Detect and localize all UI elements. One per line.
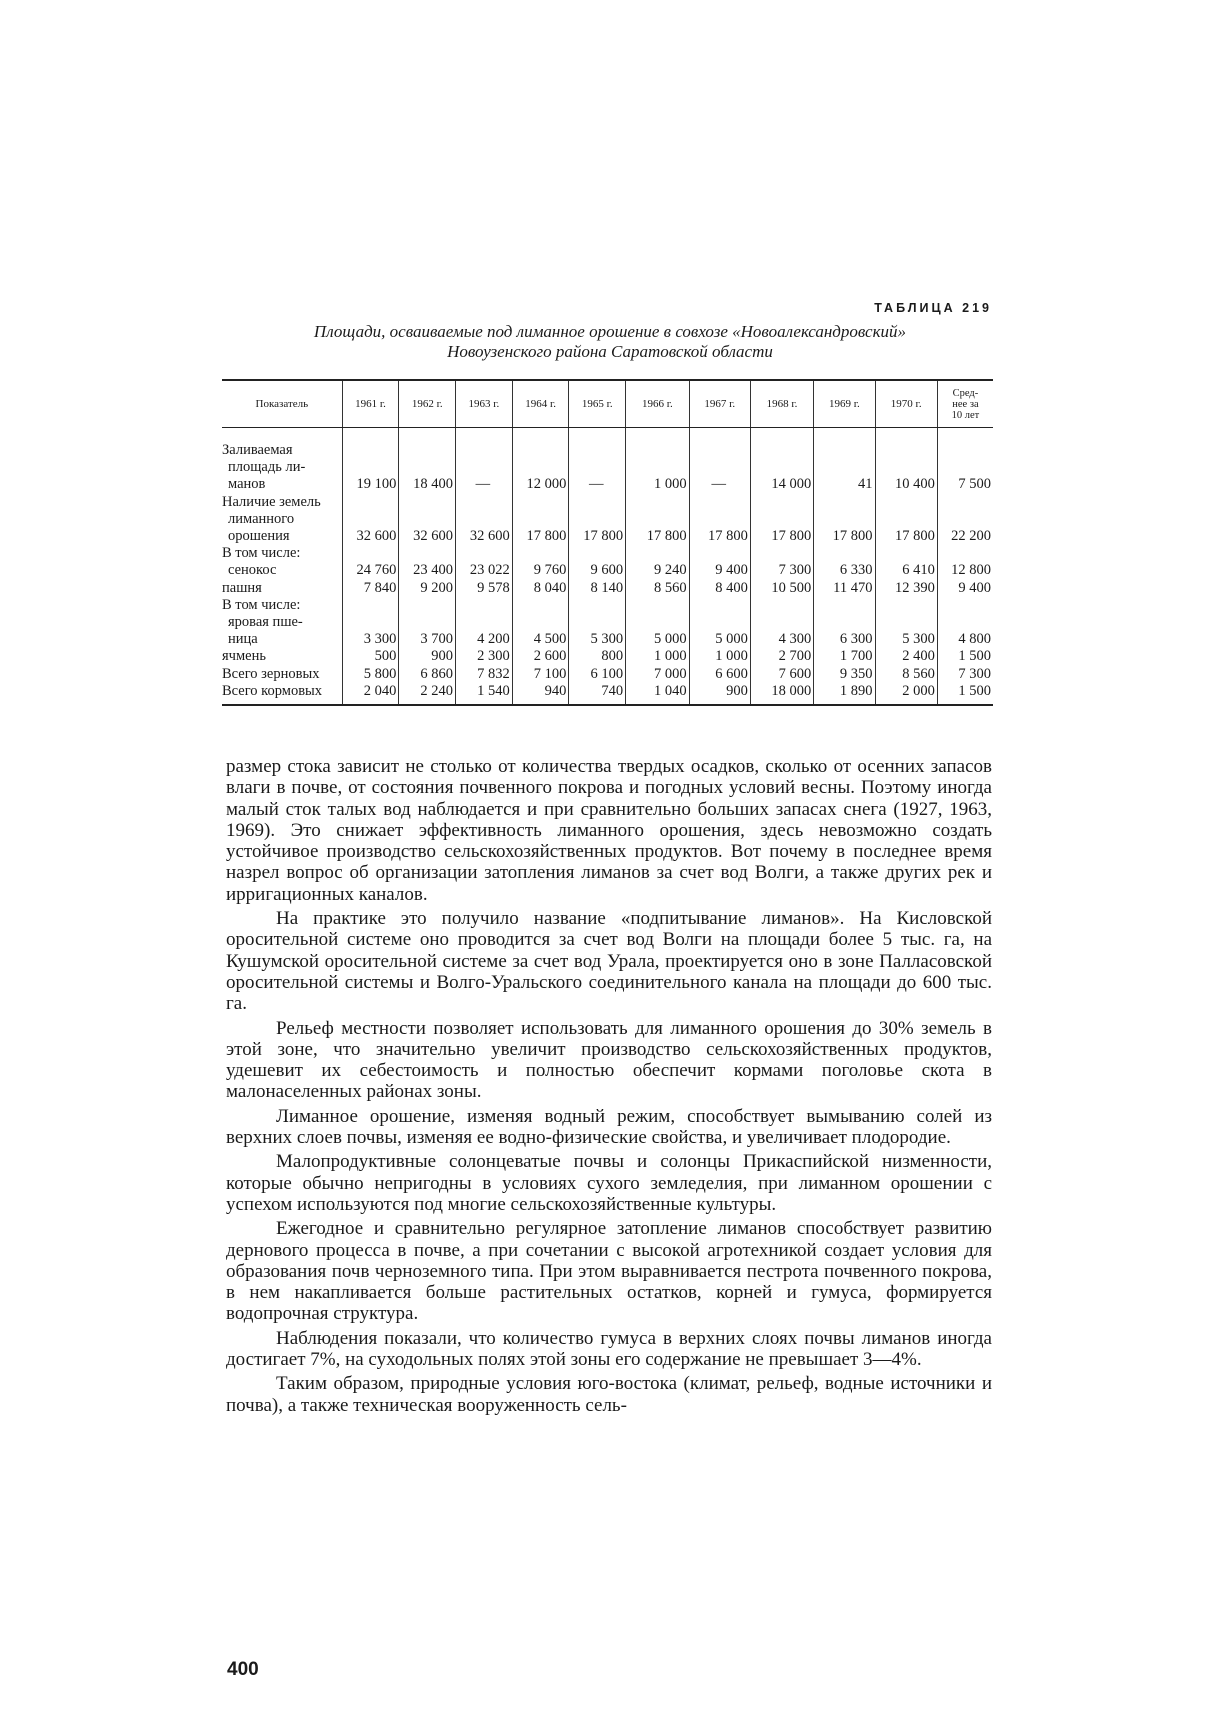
table-cell: 7 840	[342, 580, 399, 597]
row-label	[222, 580, 342, 597]
row-label-line: Всего кормовых	[222, 682, 323, 699]
table-cell: 6 600	[689, 666, 750, 683]
table-cell: 32 600	[399, 494, 456, 546]
page-number: 400	[227, 1659, 259, 1680]
table-cell: 5 000	[626, 597, 689, 649]
table-cell: 7 300	[937, 666, 993, 683]
table-caption-line-2: Новоузенского района Саратовской области	[447, 342, 773, 361]
table-cell-empty	[750, 428, 813, 443]
table-cell: 740	[569, 683, 626, 705]
table-cell: 7 832	[456, 666, 513, 683]
table-cell: 5 300	[569, 597, 626, 649]
table-spacer-row	[222, 428, 993, 443]
table-cell: 6 100	[569, 666, 626, 683]
table-cell: 4 200	[456, 597, 513, 649]
table-cell: 6 410	[875, 545, 937, 579]
table-cell: 2 040	[342, 683, 399, 705]
table-cell: 1 540	[456, 683, 513, 705]
header-average: Сред- нее за 10 лет	[937, 380, 993, 428]
table-cell: 32 600	[456, 494, 513, 546]
table-cell: 9 760	[512, 545, 569, 579]
table-cell: 5 800	[342, 666, 399, 683]
table-row	[222, 648, 993, 665]
table-cell: 940	[512, 683, 569, 705]
table-cell: 1 040	[626, 683, 689, 705]
row-label-line: ячмень	[222, 648, 266, 665]
table-cell-empty	[342, 428, 399, 443]
table-cell: 900	[689, 683, 750, 705]
header-year: 1963 г.	[456, 380, 513, 428]
row-label-line: яровая пше-	[228, 614, 303, 631]
table-cell: 17 800	[569, 494, 626, 546]
row-label-line: манов	[228, 476, 266, 493]
row-label	[222, 597, 342, 649]
table-cell: 500	[342, 648, 399, 665]
irrigation-area-table	[222, 379, 993, 706]
table-cell: 17 800	[750, 494, 813, 546]
table-cell: 17 800	[512, 494, 569, 546]
table-caption	[225, 322, 995, 362]
header-year: 1965 г.	[569, 380, 626, 428]
table-cell: 4 800	[937, 597, 993, 649]
table-cell: 1 000	[626, 648, 689, 665]
table-cell: 9 600	[569, 545, 626, 579]
table-cell: 12 390	[875, 580, 937, 597]
table-cell: 2 300	[456, 648, 513, 665]
row-label-line: Всего зерновых	[222, 665, 320, 682]
row-label-line: Наличие земель	[222, 493, 321, 510]
table-cell-empty	[222, 428, 342, 443]
table-cell: 2 600	[512, 648, 569, 665]
table-cell-empty	[875, 428, 937, 443]
row-label	[222, 683, 342, 705]
row-label-line: сенокос	[228, 562, 277, 579]
header-year: 1968 г.	[750, 380, 813, 428]
table-cell: 1 500	[937, 683, 993, 705]
table-cell: 41	[814, 442, 875, 494]
table-cell: 900	[399, 648, 456, 665]
table-cell: 2 400	[875, 648, 937, 665]
paragraph: размер стока зависит не столько от количества твердых осадков, сколько от осенних запасов влаги в почве, от состояния почвенного покрова и погодных условий весны. Поэтому иногда малый сток талых вод наблюдается и при сравнительно больших запасах снега (1927, 1963, 1969). Это снижает эффективность лиманного орошения, здесь невозможно создать устойчивое производство сельскохозяйственных продуктов. Вот почему в последнее время назрел вопрос об организации затопления лиманов за счет вод Волги, а также других рек и ирригационных каналов.	[226, 756, 992, 905]
table-cell: —	[456, 442, 513, 494]
table-cell: 2 700	[750, 648, 813, 665]
table-cell: 8 560	[626, 580, 689, 597]
table-row	[222, 494, 993, 546]
table-cell: 9 400	[937, 580, 993, 597]
paragraph: На практике это получило название «подпитывание лиманов». На Кисловской оросительной системе оно проводится за счет вод Волги на площади более 5 тыс. га, на Кушумской оросительной системе за счет вод Урала, проектируется оно в зоне Палласовской оросительной системы и Волго-Уральского соединительного канала на площади до 600 тыс. га.	[226, 908, 992, 1015]
header-indicator: Показатель	[222, 380, 342, 428]
table-cell: 7 600	[750, 666, 813, 683]
table-cell: 8 400	[689, 580, 750, 597]
row-label-line: Заливаемая	[222, 442, 293, 458]
table-cell: 17 800	[875, 494, 937, 546]
paragraph: Рельеф местности позволяет использовать для лиманного орошения до 30% земель в этой зоне, что значительно увеличит производство сельскохозяйственных продуктов, удешевит их себестоимость и полностью обеспечит кормами поголовье скота в малонаселенных районах зоны.	[226, 1017, 992, 1103]
table-cell: 22 200	[937, 494, 993, 546]
table-cell: 18 400	[399, 442, 456, 494]
paragraph: Наблюдения показали, что количество гумуса в верхних слоях почвы лиманов иногда достигает 7%, на суходольных полях этой зоны его содержание не превышает 3—4%.	[226, 1327, 992, 1371]
header-year: 1969 г.	[814, 380, 875, 428]
table-row	[222, 597, 993, 649]
row-label-line: В том числе:	[222, 545, 301, 562]
table-cell: 17 800	[626, 494, 689, 546]
table-cell: 4 300	[750, 597, 813, 649]
table-cell: 1 000	[626, 442, 689, 494]
table-cell-empty	[814, 428, 875, 443]
table-cell: 8 140	[569, 580, 626, 597]
table-row	[222, 580, 993, 597]
table-cell: 24 760	[342, 545, 399, 579]
table-cell-empty	[689, 428, 750, 443]
table-cell: 9 240	[626, 545, 689, 579]
row-label-line: орошения	[228, 528, 290, 545]
table-cell: 14 000	[750, 442, 813, 494]
table-cell: 23 400	[399, 545, 456, 579]
table-cell: 10 400	[875, 442, 937, 494]
table-cell: 18 000	[750, 683, 813, 705]
table-row	[222, 666, 993, 683]
table-cell: 1 000	[689, 648, 750, 665]
table-cell: —	[569, 442, 626, 494]
table-cell: 9 350	[814, 666, 875, 683]
table-cell-empty	[569, 428, 626, 443]
table-cell: 17 800	[689, 494, 750, 546]
header-year: 1970 г.	[875, 380, 937, 428]
table-cell: 1 500	[937, 648, 993, 665]
paragraph: Таким образом, природные условия юго-востока (климат, рельеф, водные источники и почва), а также техническая вооруженность сель-	[226, 1373, 992, 1416]
row-label	[222, 545, 342, 579]
header-year: 1961 г.	[342, 380, 399, 428]
table-cell: 1 700	[814, 648, 875, 665]
table-cell: 23 022	[456, 545, 513, 579]
table-row	[222, 442, 993, 494]
table-cell: 6 860	[399, 666, 456, 683]
table-cell: 7 500	[937, 442, 993, 494]
table-cell: 1 890	[814, 683, 875, 705]
table-cell: 17 800	[814, 494, 875, 546]
table-cell: 12 000	[512, 442, 569, 494]
table-cell: 9 200	[399, 580, 456, 597]
table-cell: 9 400	[689, 545, 750, 579]
table-cell-empty	[626, 428, 689, 443]
row-label-line: В том числе:	[222, 596, 301, 613]
table-cell: 5 300	[875, 597, 937, 649]
table-cell: 800	[569, 648, 626, 665]
table-cell: 2 000	[875, 683, 937, 705]
table-row	[222, 683, 993, 705]
paragraph: Лиманное орошение, изменяя водный режим, способствует вымыванию солей из верхних слоев почвы, изменяя ее водно-физические свойства, и увеличивает плодородие.	[226, 1105, 992, 1149]
table-cell: 2 240	[399, 683, 456, 705]
table-row	[222, 545, 993, 579]
table-cell-empty	[399, 428, 456, 443]
row-label-line: ница	[228, 631, 258, 648]
table-cell: 12 800	[937, 545, 993, 579]
row-label-line: лиманного	[228, 510, 295, 527]
table-cell: 9 578	[456, 580, 513, 597]
row-label-line: площадь ли-	[228, 459, 306, 476]
header-year: 1967 г.	[689, 380, 750, 428]
table-cell: 19 100	[342, 442, 399, 494]
table-cell: 3 700	[399, 597, 456, 649]
row-label-line: пашня	[222, 579, 262, 596]
header-year: 1966 г.	[626, 380, 689, 428]
body-text	[226, 756, 992, 1419]
table-cell: 7 300	[750, 545, 813, 579]
table-cell: 7 000	[626, 666, 689, 683]
table-cell: 6 330	[814, 545, 875, 579]
table-cell: 6 300	[814, 597, 875, 649]
row-label	[222, 648, 342, 665]
table-cell: —	[689, 442, 750, 494]
table-cell: 10 500	[750, 580, 813, 597]
paragraph: Малопродуктивные солонцеватые почвы и солонцы Прикаспийской низменности, которые обычно непригодны в условиях сухого земледелия, при лиманном орошении с успехом используются под многие сельскохозяйственные культуры.	[226, 1151, 992, 1215]
table-cell: 4 500	[512, 597, 569, 649]
table-caption-line-1: Площади, осваиваемые под лиманное орошение в совхозе «Новоалександровский»	[313, 322, 907, 341]
table-cell-empty	[456, 428, 513, 443]
table-cell: 3 300	[342, 597, 399, 649]
table-cell: 32 600	[342, 494, 399, 546]
table-cell: 7 100	[512, 666, 569, 683]
table-cell: 11 470	[814, 580, 875, 597]
header-year: 1962 г.	[399, 380, 456, 428]
table-cell: 5 000	[689, 597, 750, 649]
paragraph: Ежегодное и сравнительно регулярное затопление лиманов способствует развитию дернового процесса в почве, а при сочетании с высокой агротехникой создает условия для образования почв черноземного типа. При этом выравнивается пестрота почвенного покрова, в нем накапливается больше растительных остатков, корней и гумуса, формируется водопрочная структура.	[226, 1218, 992, 1325]
header-year: 1964 г.	[512, 380, 569, 428]
row-label	[222, 666, 342, 683]
table-cell: 8 040	[512, 580, 569, 597]
row-label	[222, 494, 342, 546]
table-number: ТАБЛИЦА 219	[874, 301, 992, 315]
table-cell-empty	[937, 428, 993, 443]
table-cell: 8 560	[875, 666, 937, 683]
table-cell-empty	[512, 428, 569, 443]
row-label	[222, 442, 342, 494]
table-header-row	[222, 380, 993, 428]
